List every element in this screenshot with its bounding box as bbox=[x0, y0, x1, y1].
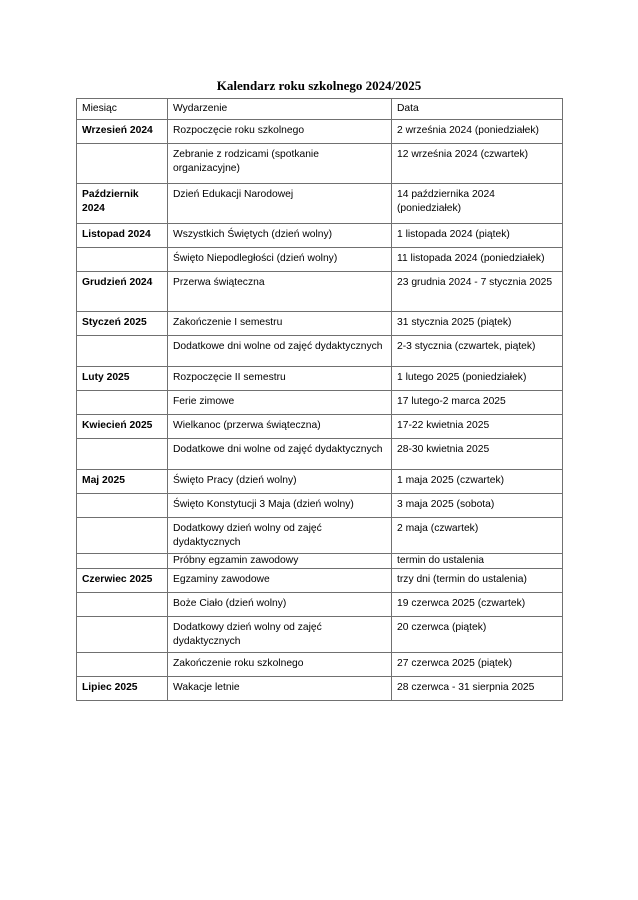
month-cell: Kwiecień 2025 bbox=[77, 415, 168, 439]
event-cell: Święto Niepodległości (dzień wolny) bbox=[168, 248, 392, 272]
month-cell bbox=[77, 336, 168, 367]
month-cell bbox=[77, 617, 168, 653]
date-cell: 3 maja 2025 (sobota) bbox=[392, 494, 563, 518]
table-row bbox=[77, 470, 563, 494]
table-row bbox=[77, 391, 563, 415]
event-cell: Próbny egzamin zawodowy bbox=[168, 554, 392, 569]
event-cell: Zakończenie I semestru bbox=[168, 312, 392, 336]
event-cell: Dodatkowe dni wolne od zajęć dydaktycznych bbox=[168, 439, 392, 470]
month-cell: Wrzesień 2024 bbox=[77, 120, 168, 144]
table-header-row bbox=[77, 99, 563, 120]
event-cell: Święto Konstytucji 3 Maja (dzień wolny) bbox=[168, 494, 392, 518]
month-cell bbox=[77, 439, 168, 470]
month-cell bbox=[77, 144, 168, 184]
table-row bbox=[77, 494, 563, 518]
date-cell: termin do ustalenia bbox=[392, 554, 563, 569]
month-cell: Lipiec 2025 bbox=[77, 677, 168, 701]
column-header-month: Miesiąc bbox=[77, 99, 168, 120]
event-cell: Rozpoczęcie II semestru bbox=[168, 367, 392, 391]
table-row bbox=[77, 120, 563, 144]
date-cell: 20 czerwca (piątek) bbox=[392, 617, 563, 653]
month-cell: Listopad 2024 bbox=[77, 224, 168, 248]
date-cell: 28 czerwca - 31 sierpnia 2025 bbox=[392, 677, 563, 701]
month-cell bbox=[77, 554, 168, 569]
date-cell: 1 maja 2025 (czwartek) bbox=[392, 470, 563, 494]
date-cell: 11 listopada 2024 (poniedziałek) bbox=[392, 248, 563, 272]
school-calendar-table bbox=[76, 98, 563, 701]
table-row bbox=[77, 677, 563, 701]
table-row bbox=[77, 653, 563, 677]
table-row bbox=[77, 272, 563, 312]
event-cell: Wielkanoc (przerwa świąteczna) bbox=[168, 415, 392, 439]
page-title: Kalendarz roku szkolnego 2024/2025 bbox=[216, 78, 422, 93]
date-cell: 28-30 kwietnia 2025 bbox=[392, 439, 563, 470]
table-row bbox=[77, 144, 563, 184]
date-cell: 12 września 2024 (czwartek) bbox=[392, 144, 563, 184]
column-header-event: Wydarzenie bbox=[168, 99, 392, 120]
table-row bbox=[77, 569, 563, 593]
table-row bbox=[77, 248, 563, 272]
event-cell: Boże Ciało (dzień wolny) bbox=[168, 593, 392, 617]
month-cell: Luty 2025 bbox=[77, 367, 168, 391]
event-cell: Dodatkowy dzień wolny od zajęć dydaktycznych bbox=[168, 518, 392, 554]
date-cell: 1 listopada 2024 (piątek) bbox=[392, 224, 563, 248]
month-cell bbox=[77, 593, 168, 617]
date-cell: 2 września 2024 (poniedziałek) bbox=[392, 120, 563, 144]
event-cell: Wszystkich Świętych (dzień wolny) bbox=[168, 224, 392, 248]
month-cell bbox=[77, 494, 168, 518]
date-cell: 27 czerwca 2025 (piątek) bbox=[392, 653, 563, 677]
column-header-date: Data bbox=[392, 99, 563, 120]
table-row bbox=[77, 184, 563, 224]
table-row bbox=[77, 593, 563, 617]
month-cell bbox=[77, 248, 168, 272]
event-cell: Rozpoczęcie roku szkolnego bbox=[168, 120, 392, 144]
table-row bbox=[77, 439, 563, 470]
event-cell: Zakończenie roku szkolnego bbox=[168, 653, 392, 677]
table-row bbox=[77, 518, 563, 554]
date-cell: 23 grudnia 2024 - 7 stycznia 2025 bbox=[392, 272, 563, 312]
event-cell: Ferie zimowe bbox=[168, 391, 392, 415]
month-cell: Grudzień 2024 bbox=[77, 272, 168, 312]
table-row bbox=[77, 367, 563, 391]
month-cell bbox=[77, 518, 168, 554]
date-cell: 2 maja (czwartek) bbox=[392, 518, 563, 554]
date-cell: 17-22 kwietnia 2025 bbox=[392, 415, 563, 439]
event-cell: Dodatkowe dni wolne od zajęć dydaktycznych bbox=[168, 336, 392, 367]
table-row bbox=[77, 415, 563, 439]
table-row bbox=[77, 336, 563, 367]
date-cell: 17 lutego-2 marca 2025 bbox=[392, 391, 563, 415]
event-cell: Przerwa świąteczna bbox=[168, 272, 392, 312]
date-cell: 19 czerwca 2025 (czwartek) bbox=[392, 593, 563, 617]
table-row bbox=[77, 554, 563, 569]
event-cell: Dodatkowy dzień wolny od zajęć dydaktycznych bbox=[168, 617, 392, 653]
date-cell: 1 lutego 2025 (poniedziałek) bbox=[392, 367, 563, 391]
event-cell: Zebranie z rodzicami (spotkanie organizacyjne) bbox=[168, 144, 392, 184]
event-cell: Egzaminy zawodowe bbox=[168, 569, 392, 593]
event-cell: Wakacje letnie bbox=[168, 677, 392, 701]
month-cell: Maj 2025 bbox=[77, 470, 168, 494]
event-cell: Dzień Edukacji Narodowej bbox=[168, 184, 392, 224]
date-cell: 2-3 stycznia (czwartek, piątek) bbox=[392, 336, 563, 367]
table-row bbox=[77, 312, 563, 336]
event-cell: Święto Pracy (dzień wolny) bbox=[168, 470, 392, 494]
month-cell: Styczeń 2025 bbox=[77, 312, 168, 336]
month-cell bbox=[77, 653, 168, 677]
date-cell: 14 października 2024 (poniedziałek) bbox=[392, 184, 563, 224]
table-row bbox=[77, 224, 563, 248]
month-cell: Październik 2024 bbox=[77, 184, 168, 224]
table-row bbox=[77, 617, 563, 653]
month-cell bbox=[77, 391, 168, 415]
date-cell: trzy dni (termin do ustalenia) bbox=[392, 569, 563, 593]
month-cell: Czerwiec 2025 bbox=[77, 569, 168, 593]
date-cell: 31 stycznia 2025 (piątek) bbox=[392, 312, 563, 336]
